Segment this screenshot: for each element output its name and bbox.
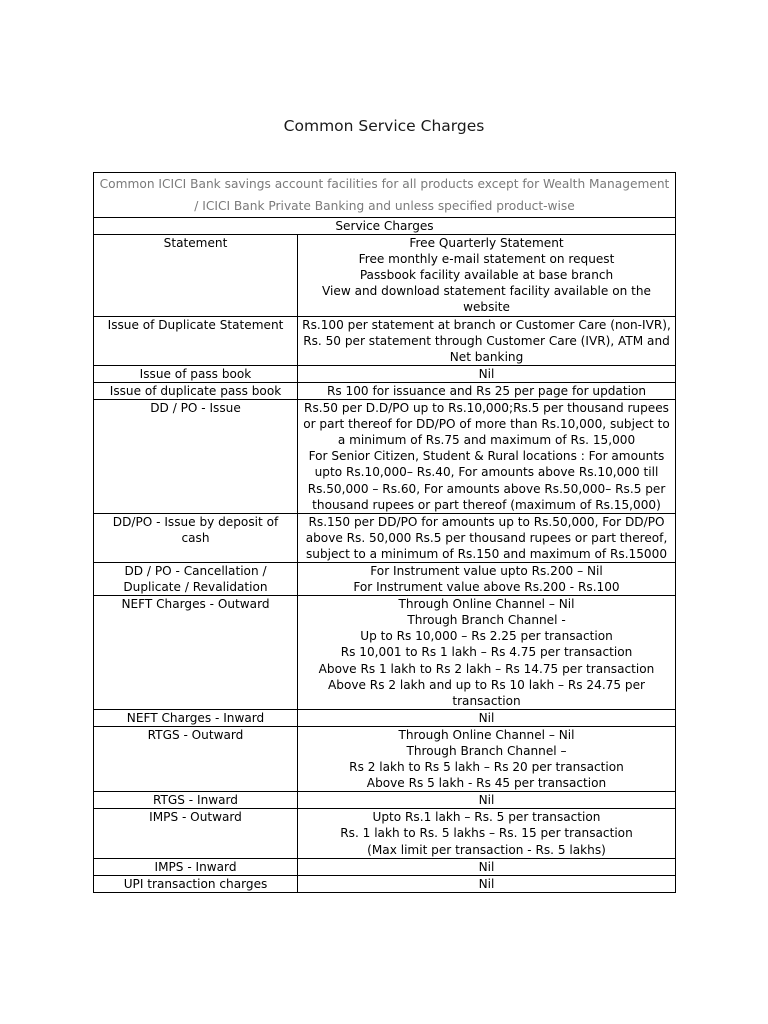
- service-name-cell: UPI transaction charges: [94, 875, 298, 892]
- charge-line: Through Branch Channel -: [407, 613, 566, 628]
- service-name-cell: Issue of duplicate pass book: [94, 382, 298, 399]
- service-name-cell: IMPS - Outward: [94, 809, 298, 858]
- table-row: [94, 513, 676, 562]
- table-row: [94, 400, 676, 514]
- charge-line: Rs 10,001 to Rs 1 lakh – Rs 4.75 per transaction: [340, 645, 633, 660]
- charge-line: Rs 100 for issuance and Rs 25 per page for updation: [327, 383, 647, 398]
- charge-line: For Instrument value upto Rs.200 – Nil: [370, 563, 603, 578]
- charge-line: Rs.150 per DD/PO for amounts up to Rs.50,000, For DD/PO above Rs. 50,000 Rs.5 per thousand rupees or part thereof, subject to a minimum of Rs.150 and maximum of Rs.15000: [305, 514, 668, 561]
- charge-line: Nil: [478, 366, 495, 381]
- service-name-cell: RTGS - Outward: [94, 726, 298, 791]
- service-name-cell: NEFT Charges - Outward: [94, 596, 298, 710]
- charge-line: Upto Rs.1 lakh – Rs. 5 per transaction: [372, 810, 601, 825]
- charge-cell: [298, 875, 676, 892]
- charge-cell: [298, 513, 676, 562]
- charge-cell: [298, 382, 676, 399]
- service-name-cell: DD / PO - Cancellation / Duplicate / Revalidation: [94, 562, 298, 595]
- charge-line: Nil: [478, 710, 495, 725]
- charge-line: For Senior Citizen, Student & Rural locations : For amounts upto Rs.10,000– Rs.40, For amounts above Rs.10,000 till Rs.50,000 – Rs.60, For amounts above Rs.50,000– Rs.5 per thousand rupees or part thereof (maximum of Rs.15,000): [307, 449, 666, 512]
- charge-line: Rs. 1 lakh to Rs. 5 lakhs – Rs. 15 per transaction: [340, 826, 633, 841]
- charge-cell: [298, 792, 676, 809]
- charge-line: View and download statement facility available on the website: [322, 284, 651, 315]
- charge-line: For Instrument value above Rs.200 - Rs.100: [353, 580, 620, 595]
- section-heading: Service Charges: [94, 218, 676, 235]
- table-row: [94, 382, 676, 399]
- charge-cell: [298, 365, 676, 382]
- intro-text: Common ICICI Bank savings account facilities for all products except for Wealth Management / ICICI Bank Private Banking and unless specified product-wise: [94, 173, 676, 218]
- charge-cell: [298, 235, 676, 316]
- charge-line: Rs.100 per statement at branch or Customer Care (non-IVR), Rs. 50 per statement through Customer Care (IVR), ATM and Net banking: [302, 317, 671, 364]
- service-name-cell: Issue of Duplicate Statement: [94, 316, 298, 365]
- table-row: [94, 596, 676, 710]
- table-row: [94, 726, 676, 791]
- charge-line: Through Online Channel – Nil: [398, 727, 575, 742]
- service-name-cell: IMPS - Inward: [94, 858, 298, 875]
- charge-line: Through Branch Channel –: [406, 744, 567, 758]
- charge-line: Nil: [478, 876, 495, 891]
- charge-line: Through Online Channel – Nil: [398, 597, 575, 612]
- charge-line: (Max limit per transaction - Rs. 5 lakhs): [367, 842, 606, 857]
- charge-cell: [298, 858, 676, 875]
- charge-cell: [298, 400, 676, 514]
- charge-line: Free Quarterly Statement: [409, 236, 564, 251]
- page-title: Common Service Charges: [283, 117, 485, 135]
- service-name-cell: NEFT Charges - Inward: [94, 709, 298, 726]
- charge-cell: [298, 562, 676, 595]
- section-heading-row: [94, 218, 676, 235]
- table-row: [94, 792, 676, 809]
- charge-line: Above Rs 5 lakh - Rs 45 per transaction: [366, 776, 607, 791]
- charge-cell: [298, 809, 676, 858]
- table-row: [94, 235, 676, 316]
- charge-line: Nil: [478, 793, 495, 808]
- service-name-cell: Statement: [94, 235, 298, 316]
- table-row: [94, 709, 676, 726]
- charge-line: Rs 2 lakh to Rs 5 lakh – Rs 20 per transaction: [349, 760, 624, 775]
- charge-cell: [298, 316, 676, 365]
- service-name-cell: RTGS - Inward: [94, 792, 298, 809]
- service-name-cell: DD/PO - Issue by deposit of cash: [94, 513, 298, 562]
- table-row: [94, 875, 676, 892]
- charge-line: Nil: [478, 859, 495, 874]
- charge-line: Up to Rs 10,000 – Rs 2.25 per transaction: [360, 629, 613, 644]
- charge-line: Passbook facility available at base branch: [359, 268, 614, 283]
- charge-cell: [298, 709, 676, 726]
- charge-line: Above Rs 1 lakh to Rs 2 lakh – Rs 14.75 per transaction: [318, 661, 655, 676]
- table-row: [94, 858, 676, 875]
- charge-cell: [298, 726, 676, 791]
- charge-line: Free monthly e-mail statement on request: [358, 252, 615, 267]
- table-row: [94, 562, 676, 595]
- service-name-cell: DD / PO - Issue: [94, 400, 298, 514]
- service-charges-table: [93, 172, 676, 893]
- table-row: [94, 316, 676, 365]
- charge-cell: [298, 596, 676, 710]
- table-row: [94, 365, 676, 382]
- service-name-cell: Issue of pass book: [94, 365, 298, 382]
- charge-line: Rs.50 per D.D/PO up to Rs.10,000;Rs.5 per thousand rupees or part thereof for DD/PO of more than Rs.10,000, subject to a minimum of Rs.75 and maximum of Rs. 15,000: [303, 401, 670, 448]
- charge-line: Above Rs 2 lakh and up to Rs 10 lakh – Rs 24.75 per transaction: [328, 677, 645, 708]
- table-row: [94, 809, 676, 858]
- intro-row: [94, 173, 676, 218]
